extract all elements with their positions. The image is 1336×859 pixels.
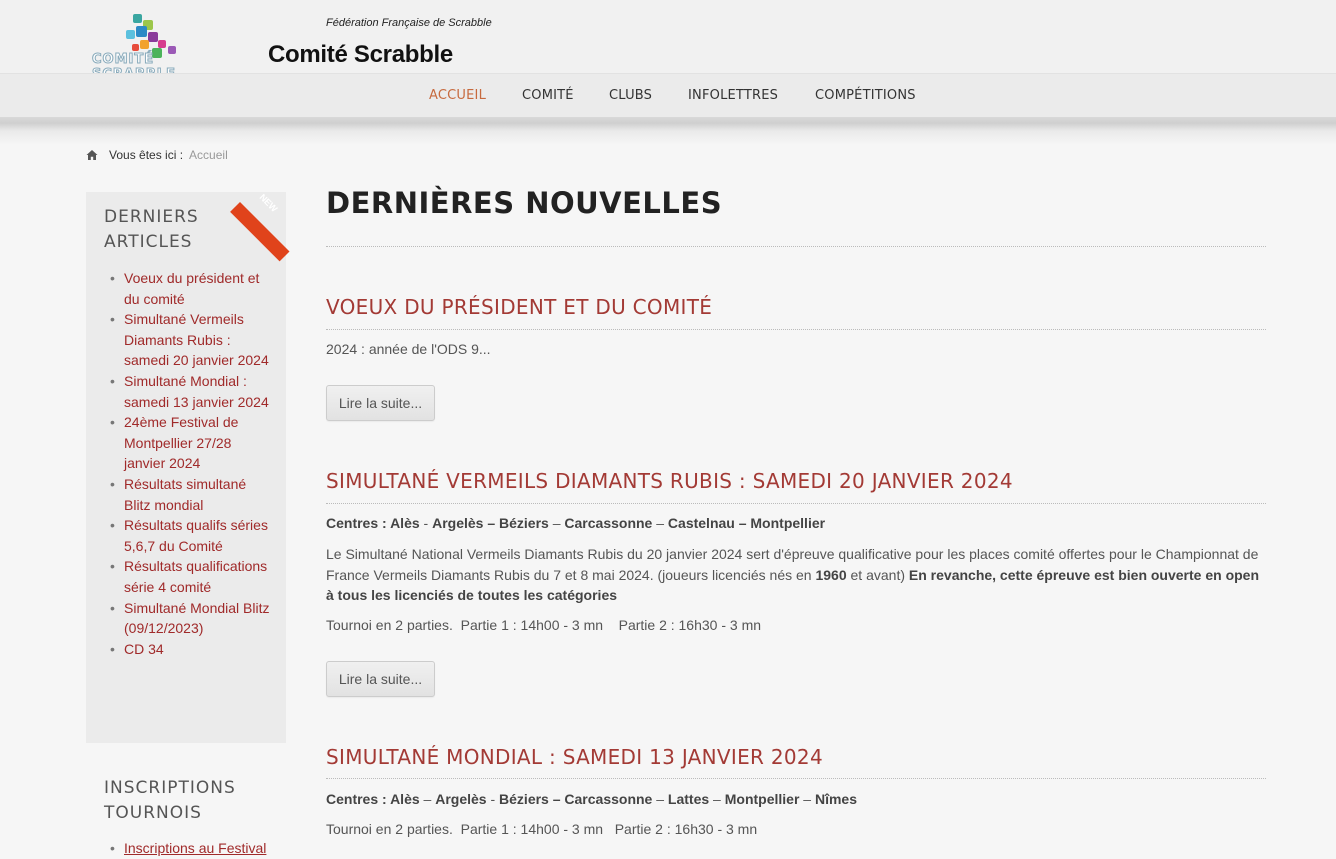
nav-item-accueil[interactable]: ACCUEIL	[429, 88, 487, 103]
article-body: Le Simultané National Vermeils Diamants Rubis du 20 janvier 2024 sert d'épreuve qualificative pour les places comité offertes pour le Championnat de France Vermeils Diamants Rubis du 7 et 8 mai 2024. (joueurs licenciés nés en 1960 et avant) En revanche, cette épreuve est bien ouverte en open à tous les licenciés de toutes les catégories	[326, 546, 1260, 603]
nav-item-infolettres[interactable]: INFOLETTRES	[688, 88, 779, 103]
read-more-button[interactable]: Lire la suite...	[326, 385, 435, 421]
latest-articles-title-line1: DERNIERS	[104, 207, 199, 227]
list-item[interactable]	[110, 639, 270, 660]
list-item[interactable]	[110, 371, 270, 412]
latest-articles-title	[104, 205, 199, 255]
inscription-link[interactable]: Inscriptions au Festival	[124, 840, 267, 856]
article-link[interactable]: Voeux du président et du comité	[124, 270, 260, 307]
article-title[interactable]: SIMULTANÉ MONDIAL : SAMEDI 13 JANVIER 2024	[326, 745, 823, 769]
article-link[interactable]: Résultats simultané Blitz mondial	[124, 475, 247, 513]
inscriptions-title	[104, 776, 236, 826]
article-title[interactable]: SIMULTANÉ VERMEILS DIAMANTS RUBIS : SAMEDI 20 JANVIER 2024	[326, 469, 1013, 493]
article-centres: Centres : Alès - Argelès – Béziers – Carcassonne – Castelnau – Montpellier	[326, 515, 826, 531]
list-item[interactable]	[110, 412, 270, 474]
latest-articles-title-line2: ARTICLES	[104, 232, 193, 252]
inscriptions-title-line1: INSCRIPTIONS	[104, 778, 236, 798]
nav-shadow	[0, 117, 1336, 147]
article-divider	[326, 503, 1266, 504]
list-item[interactable]	[110, 556, 270, 597]
latest-articles-module	[86, 192, 286, 743]
article-link[interactable]: Simultané Mondial : samedi 13 janvier 2024	[124, 372, 269, 410]
article-link[interactable]: Résultats qualifs séries 5,6,7 du Comité	[124, 517, 268, 554]
page-title: DERNIÈRES NOUVELLES	[326, 186, 723, 220]
list-item[interactable]	[110, 474, 270, 515]
article-link[interactable]: CD 34	[124, 640, 164, 657]
logo-text: COMITÉ	[92, 52, 155, 67]
article-link[interactable]: 24ème Festival de Montpellier 27/28 janvier 2024	[124, 414, 239, 472]
breadcrumb	[86, 148, 228, 162]
article-divider	[326, 778, 1266, 779]
article-divider	[326, 329, 1266, 330]
read-more-button[interactable]: Lire la suite...	[326, 661, 435, 697]
list-item[interactable]	[110, 309, 270, 371]
inscriptions-title-line2: TOURNOIS	[104, 803, 202, 823]
article-link[interactable]: Simultané Mondial Blitz (09/12/2023)	[124, 599, 270, 637]
new-ribbon	[246, 192, 286, 232]
main-nav	[0, 73, 1336, 117]
ribbon-label: NEW	[257, 192, 280, 214]
article-schedule: Tournoi en 2 parties. Partie 1 : 14h00 - 3 mn Partie 2 : 16h30 - 3 mn	[326, 617, 762, 633]
list-item[interactable]	[110, 515, 270, 556]
title-divider	[326, 246, 1266, 247]
federation-name: Fédération Française de Scrabble	[326, 17, 492, 29]
article-link[interactable]: Simultané Vermeils Diamants Rubis : samedi 20 janvier 2024	[124, 311, 269, 369]
article-title[interactable]: VOEUX DU PRÉSIDENT ET DU COMITÉ	[326, 295, 713, 319]
home-icon[interactable]	[86, 149, 98, 161]
list-item[interactable]	[110, 268, 270, 309]
article-link[interactable]: Résultats qualifications série 4 comité	[124, 558, 268, 595]
nav-item-comite[interactable]: COMITÉ	[522, 88, 574, 103]
list-item[interactable]	[110, 598, 270, 639]
site-header	[0, 0, 1336, 73]
site-title[interactable]: Comité Scrabble	[268, 41, 453, 68]
breadcrumb-label: Vous êtes ici :	[109, 148, 184, 162]
article-centres: Centres : Alès – Argelès - Béziers – Carcassonne – Lattes – Montpellier – Nîmes	[326, 791, 858, 807]
article-intro: 2024 : année de l'ODS 9...	[326, 341, 491, 357]
nav-item-competitions[interactable]: COMPÉTITIONS	[815, 88, 916, 103]
list-item[interactable]	[110, 838, 280, 859]
nav-item-clubs[interactable]: CLUBS	[609, 88, 653, 103]
site-logo[interactable]	[92, 12, 182, 73]
article-schedule: Tournoi en 2 parties. Partie 1 : 14h00 - 3 mn Partie 2 : 16h30 - 3 mn	[326, 821, 758, 837]
latest-articles-list	[110, 268, 270, 659]
inscriptions-list	[110, 838, 280, 859]
breadcrumb-current: Accueil	[189, 148, 228, 162]
